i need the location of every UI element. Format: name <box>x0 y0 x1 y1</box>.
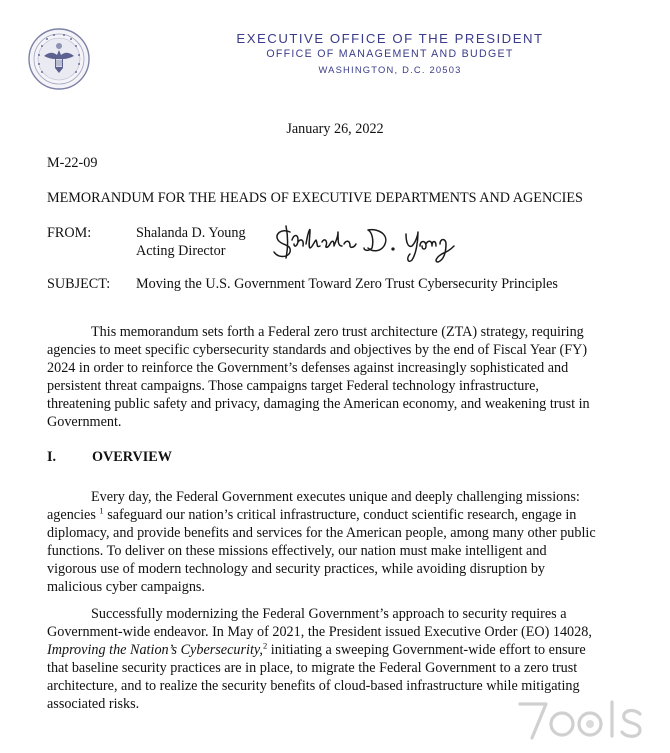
paragraph-line: Successfully modernizing the Federal Government’s approach to security requires a <box>91 606 567 622</box>
letterhead-address: WASHINGTON, D.C. 20503 <box>318 64 462 75</box>
paragraph-line: functions. To deliver on these missions effectively, our nation must make intelligent and <box>47 543 547 560</box>
paragraph-line: that baseline security practices are in place, to migrate the Federal Government to a zero trust <box>47 660 578 677</box>
intro-paragraph <box>47 323 627 432</box>
section-title: OVERVIEW <box>92 449 172 465</box>
omb-seal-logo <box>28 28 90 90</box>
subject-text: Moving the U.S. Government Toward Zero Trust Cybersecurity Principles <box>136 276 558 292</box>
paragraph-line: Government-wide endeavor. In May of 2021, the President issued Executive Order (EO) 14028, <box>47 624 592 641</box>
intro-line: This memorandum sets forth a Federal zero trust architecture (ZTA) strategy, requiring <box>91 324 584 340</box>
paragraph-text: initiating a sweeping Government-wide effort to ensure <box>267 642 586 659</box>
letterhead-agency: OFFICE OF MANAGEMENT AND BUDGET <box>266 48 514 60</box>
intro-line: agencies to meet specific cybersecurity standards and objectives by the end of Fiscal Year (FY) <box>47 342 588 359</box>
eo-title-italic: Improving the Nation’s Cybersecurity, <box>47 642 263 659</box>
subject-label: SUBJECT: <box>47 276 111 292</box>
paragraph-text: safeguard our nation’s critical infrastructure, conduct scientific research, engage in <box>103 507 577 524</box>
from-title: Acting Director <box>136 243 226 259</box>
footnote-ref-2[interactable]: 2 <box>262 640 268 651</box>
tools-watermark-logo <box>512 690 662 750</box>
intro-line: Government. <box>47 414 122 431</box>
section-number: I. <box>47 449 57 465</box>
intro-line: 2024 in order to reinforce the Government’s defenses against increasingly sophisticated and <box>47 360 569 377</box>
paragraph-line <box>47 506 627 524</box>
intro-line: persistent threat campaigns. Those campaigns target Federal technology infrastructure, <box>47 378 539 395</box>
footnote-ref-1[interactable]: 1 <box>99 505 104 516</box>
paragraph-line: malicious cyber campaigns. <box>47 579 205 596</box>
from-name: Shalanda D. Young <box>136 225 246 241</box>
memo-date: January 26, 2022 <box>286 121 384 137</box>
memo-number: M-22-09 <box>47 155 98 171</box>
paragraph-line: diplomacy, and provide benefits and services for the American people, among many other public <box>47 525 596 542</box>
paragraph-line: architecture, and to realize the security benefits of cloud-based infrastructure while mitigating <box>47 678 580 695</box>
paragraph-line: Every day, the Federal Government executes unique and deeply challenging missions: <box>91 489 580 505</box>
intro-line: threatening public safety and privacy, damaging the American economy, and weakening trust in <box>47 396 590 413</box>
paragraph-line <box>47 641 627 659</box>
paragraph-line: vigorous use of modern technology and security practices, while avoiding disruption by <box>47 561 546 578</box>
signature-image <box>268 218 458 264</box>
memo-addressee: MEMORANDUM FOR THE HEADS OF EXECUTIVE DEPARTMENTS AND AGENCIES <box>47 190 583 206</box>
paragraph-line: associated risks. <box>47 696 140 713</box>
paragraph-text: agencies <box>47 507 96 524</box>
letterhead-office: EXECUTIVE OFFICE OF THE PRESIDENT <box>236 31 544 46</box>
from-label: FROM: <box>47 225 92 241</box>
overview-paragraph-1 <box>47 488 627 597</box>
